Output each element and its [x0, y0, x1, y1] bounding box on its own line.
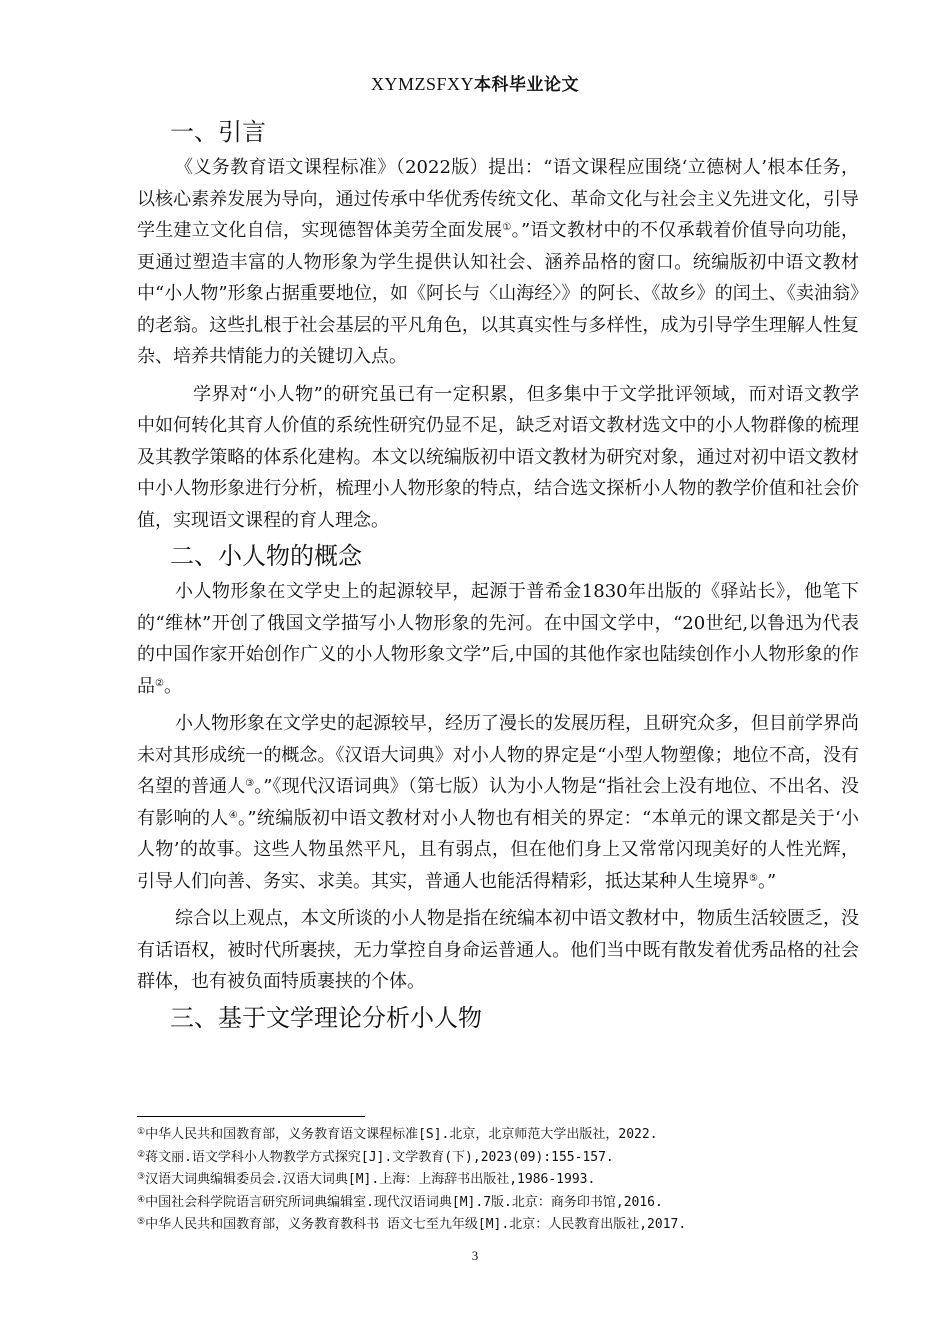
paragraph: 《义务教育语文课程标准》（2022版）提出：“语文课程应围绕‘立德树人’根本任务，以核心素养发展为导向，通过传承中华优秀传统文化、革命文化与社会主义先进文化，引导学生建立文化自信，实现德智体美劳全面发展①。”语文教材中的不仅承载着价值导向功能，更通过塑造丰富的人物形象为学生提供认知社会、涵养品格的窗口。统编版初中语文教材中“小人物”形象占据重要地位，如《阿长与〈山海经〉》的阿长、《故乡》的闰土、《卖油翁》的老翁。这些扎根于社会基层的平凡角色，以其真实性与多样性，成为引导学生理解人性复杂、培养共情能力的关键切入点。 [137, 157, 860, 367]
footnote-ref: ② [155, 677, 164, 689]
running-header [0, 70, 950, 95]
paragraph: 小人物形象在文学史上的起源较早，起源于普希金1830年出版的《驿站长》，他笔下的“维林”开创了俄国文学描写小人物形象的先河。在中国文学中，“20世纪,以鲁迅为代表的中国作家开始创作广义的小人物形象文学”后,中国的其他作家也陆续创作小人物形象的作品②。 [137, 581, 859, 697]
paragraph: 小人物形象在文学史的起源较早，经历了漫长的发展历程，且研究众多，但目前学界尚未对其形成统一的概念。《汉语大词典》对小人物的界定是“小型人物塑像；地位不高，没有名望的普通人③。”《现代汉语词典》（第七版）认为小人物是“指社会上没有地位、不出名、没有影响的人④。”统编版初中语文教材对小人物也有相关的界定：“本单元的课文都是关于‘小人物’的故事。这些人物虽然平凡，且有弱点，但在他们身上又常常闪现美好的人性光辉，引导人们向善、务实、求美。其实，普通人也能活得精彩，抵达某种人生境界⑤。” [137, 713, 860, 892]
paragraph: 综合以上观点，本文所谈的小人物是指在统编本初中语文教材中，物质生活较匮乏，没有话语权，被时代所裹挟，无力掌控自身命运普通人。他们当中既有散发着优秀品格的社会群体，也有被负面特质裹挟的个体。 [137, 908, 859, 992]
header-code: XYMZSFXY [370, 74, 475, 94]
footnote-item: ②蒋文丽.语文学科小人物教学方式探究[J].文学教育(下),2023(09):155-157. [137, 1149, 614, 1165]
footnote-item: ③汉语大词典编辑委员会.汉语大词典[M].上海：上海辞书出版社,1986-1993. [137, 1172, 596, 1187]
body-text [137, 112, 859, 1038]
footnote-separator [137, 1116, 365, 1117]
footnote-ref: ① [502, 222, 512, 233]
section-heading-concept: 二、小人物的概念 [170, 542, 362, 570]
page-number: 3 [471, 1248, 479, 1263]
footnote-item: ⑤中华人民共和国教育部，义务教育教科书 语文七至九年级[M].北京：人民教育出版社,2017. [137, 1217, 687, 1232]
footnote-ref: ③ [245, 778, 255, 789]
footnote-item: ①中华人民共和国教育部，义务教育语文课程标准[S].北京，北京师范大学出版社，2022. [137, 1127, 658, 1142]
paragraph: 学界对“小人物”的研究虽已有一定积累，但多集中于文学批评领域，而对语文教学中如何转化其育人价值的系统性研究仍显不足，缺乏对语文教材选文中的小人物群像的梳理及其教学策略的体系化建构。本文以统编版初中语文教材为研究对象，通过对初中语文教材中小人物形象进行分析，梳理小人物形象的特点，结合选文探析小人物的教学价值和社会价值，实现语文课程的育人理念。 [137, 383, 859, 531]
section-heading-theory: 三、基于文学理论分析小人物 [170, 1003, 482, 1032]
header-title: 本科毕业论文 [474, 75, 580, 95]
section-heading-intro: 一、引言 [170, 118, 266, 146]
footnotes [137, 1124, 867, 1237]
footnote-ref: ④ [228, 809, 239, 821]
footnote-ref: ⑤ [749, 872, 758, 884]
footnote-item: ④中国社会科学院语言研究所词典编辑室.现代汉语词典[M].7版.北京：商务印书馆,2016. [137, 1194, 663, 1210]
